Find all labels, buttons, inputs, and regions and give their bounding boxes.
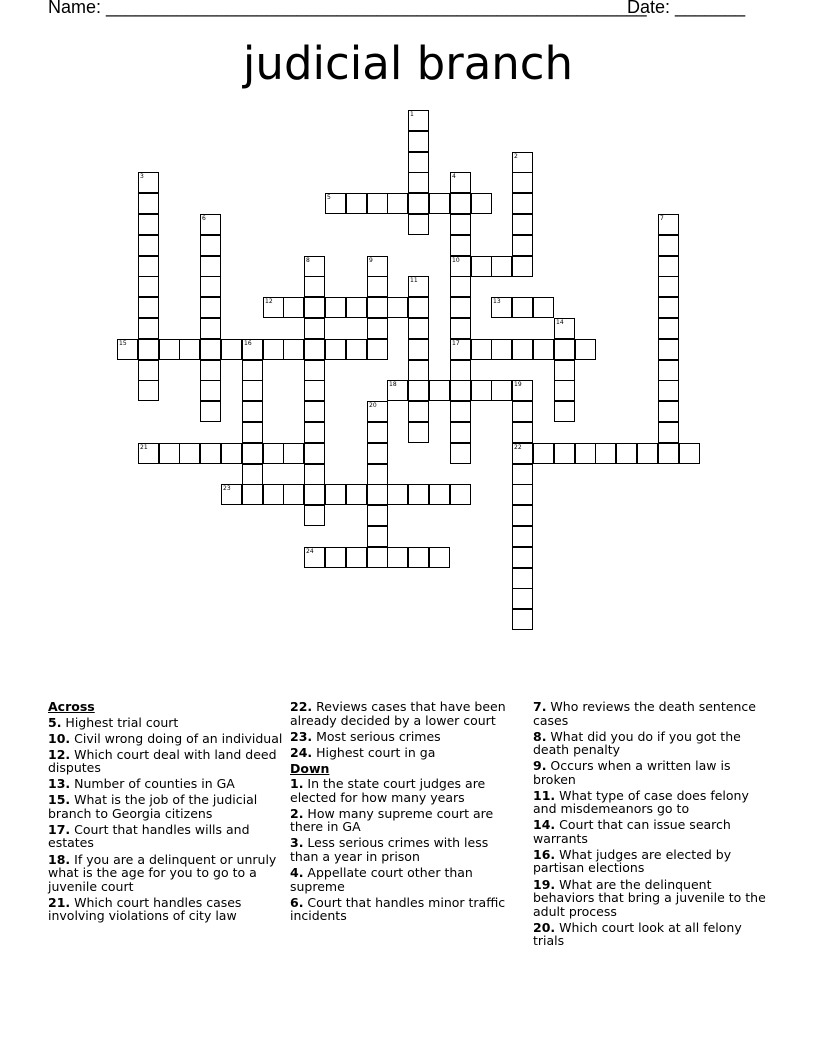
cell-number: 6 [202,215,206,222]
clue-text: What did you do if you got the death penalty [533,728,741,758]
grid-cell[interactable] [450,172,471,193]
grid-cell[interactable] [512,547,533,568]
grid-cell[interactable] [575,443,596,464]
grid-cell[interactable] [554,443,575,464]
clues-column-3 [533,700,773,950]
grid-cell[interactable] [138,380,159,401]
grid-cell[interactable] [491,256,512,277]
grid-cell[interactable] [387,193,408,214]
cell-number: 7 [660,215,664,222]
cell-number: 15 [119,340,127,347]
grid-cell[interactable] [533,443,554,464]
grid-cell[interactable] [408,339,429,360]
clue-text: Who reviews the death sentence cases [533,699,756,728]
grid-cell[interactable] [242,339,263,360]
cell-number: 14 [556,319,564,326]
grid-cell[interactable] [304,360,325,381]
grid-cell[interactable] [512,422,533,443]
grid-cell[interactable] [367,193,388,214]
grid-cell[interactable] [304,256,325,277]
grid-cell[interactable] [512,297,533,318]
grid-cell[interactable] [387,297,408,318]
grid-cell[interactable] [304,484,325,505]
grid-cell[interactable] [200,235,221,256]
clue-number: 1. [290,776,304,792]
grid-cell[interactable] [387,380,408,401]
grid-cell[interactable] [325,339,346,360]
grid-cell[interactable] [658,339,679,360]
grid-cell[interactable] [138,297,159,318]
grid-cell[interactable] [367,297,388,318]
grid-cell[interactable] [658,256,679,277]
grid-cell[interactable] [471,256,492,277]
grid-cell[interactable] [429,380,450,401]
clue-text: Occurs when a written law is broken [533,758,731,787]
grid-cell[interactable] [200,256,221,277]
grid-cell[interactable] [450,193,471,214]
grid-cell[interactable] [200,276,221,297]
grid-cell[interactable] [408,297,429,318]
grid-cell[interactable] [346,547,367,568]
clue-text: What are the delinquent behaviors that bring a juvenile to the adult process [533,876,766,919]
grid-cell[interactable] [367,422,388,443]
grid-cell[interactable] [242,484,263,505]
grid-cell[interactable] [512,609,533,630]
clue-text: Civil wrong doing of an individual [70,730,283,746]
grid-cell[interactable] [450,380,471,401]
grid-cell[interactable] [512,235,533,256]
clue-number: 5. [48,714,62,730]
grid-cell[interactable] [512,193,533,214]
clue-number: 19. [533,876,556,892]
grid-cell[interactable] [450,235,471,256]
grid-cell[interactable] [263,339,284,360]
clue-text: In the state court judges are elected for how many years [290,776,486,805]
grid-cell[interactable] [367,401,388,422]
cell-number: 18 [389,381,397,388]
grid-cell[interactable] [512,152,533,173]
grid-cell[interactable] [346,193,367,214]
grid-cell[interactable] [283,443,304,464]
grid-cell[interactable] [367,505,388,526]
grid-cell[interactable] [408,152,429,173]
clue-text: Court that handles minor traffic incidents [290,894,506,924]
grid-cell[interactable] [658,443,679,464]
grid-cell[interactable] [304,318,325,339]
grid-cell[interactable] [658,360,679,381]
grid-cell[interactable] [512,443,533,464]
grid-cell[interactable] [304,464,325,485]
grid-cell[interactable] [512,172,533,193]
clue-number: 12. [48,746,71,762]
grid-cell[interactable] [304,401,325,422]
grid-cell[interactable] [450,214,471,235]
clue-item [48,896,283,923]
clue-text: If you are a delinquent or unruly what is the age for you to go to a juvenile court [48,851,277,894]
grid-cell[interactable] [408,401,429,422]
grid-cell[interactable] [138,318,159,339]
grid-cell[interactable] [200,214,221,235]
grid-cell[interactable] [408,484,429,505]
clue-item [290,730,520,744]
grid-cell[interactable] [575,339,596,360]
cell-number: 22 [514,444,522,451]
grid-cell[interactable] [367,276,388,297]
clue-item [533,730,773,757]
grid-cell[interactable] [304,380,325,401]
clue-item [48,716,283,730]
grid-cell[interactable] [658,380,679,401]
grid-cell[interactable] [304,443,325,464]
grid-cell[interactable] [325,484,346,505]
grid-cell[interactable] [450,360,471,381]
grid-cell[interactable] [200,443,221,464]
clue-number: 6. [290,894,304,910]
grid-cell[interactable] [595,443,616,464]
grid-cell[interactable] [283,339,304,360]
cell-number: 21 [140,444,148,451]
clue-number: 14. [533,817,556,833]
grid-cell[interactable] [283,297,304,318]
grid-cell[interactable] [450,401,471,422]
grid-cell[interactable] [408,172,429,193]
grid-cell[interactable] [138,193,159,214]
grid-cell[interactable] [658,297,679,318]
clue-item [533,848,773,875]
clue-number: 9. [533,758,547,774]
clue-number: 8. [533,728,547,744]
clue-number: 17. [48,821,71,837]
grid-cell[interactable] [242,380,263,401]
clue-text: Most serious crimes [312,728,441,744]
cell-number: 16 [244,340,252,347]
grid-cell[interactable] [533,339,554,360]
clue-text: Which court deal with land deed disputes [48,746,277,776]
grid-cell[interactable] [658,235,679,256]
clue-item [290,700,520,727]
clue-item [48,777,283,791]
grid-cell[interactable] [367,547,388,568]
grid-cell[interactable] [429,193,450,214]
cell-number: 2 [514,153,518,160]
cell-number: 8 [306,257,310,264]
cell-number: 23 [223,485,231,492]
grid-cell[interactable] [408,110,429,131]
grid-cell[interactable] [138,256,159,277]
cell-number: 10 [452,257,460,264]
clue-number: 13. [48,776,71,792]
grid-cell[interactable] [367,339,388,360]
grid-cell[interactable] [512,484,533,505]
grid-cell[interactable] [138,235,159,256]
clue-text: Highest court in ga [312,744,436,760]
clue-item [48,853,283,894]
grid-cell[interactable] [450,256,471,277]
grid-cell[interactable] [512,568,533,589]
clue-item [533,921,773,948]
grid-cell[interactable] [450,297,471,318]
grid-cell[interactable] [491,380,512,401]
cell-number: 19 [514,381,522,388]
grid-cell[interactable] [450,276,471,297]
grid-cell[interactable] [408,276,429,297]
grid-cell[interactable] [491,297,512,318]
grid-cell[interactable] [159,339,180,360]
grid-cell[interactable] [159,443,180,464]
grid-cell[interactable] [637,443,658,464]
clue-number: 21. [48,894,71,910]
grid-cell[interactable] [138,172,159,193]
clue-text: Court that can issue search warrants [533,817,731,846]
grid-cell[interactable] [304,547,325,568]
grid-cell[interactable] [242,401,263,422]
grid-cell[interactable] [408,214,429,235]
grid-cell[interactable] [408,547,429,568]
grid-cell[interactable] [179,443,200,464]
grid-cell[interactable] [263,484,284,505]
grid-cell[interactable] [658,401,679,422]
grid-cell[interactable] [242,360,263,381]
grid-cell[interactable] [387,484,408,505]
clue-item [533,878,773,919]
clue-item [533,759,773,786]
cell-number: 9 [369,257,373,264]
clue-text: What type of case does felony and misdemeanors go to [533,787,749,817]
grid-cell[interactable] [200,360,221,381]
cell-number: 20 [369,402,377,409]
grid-cell[interactable] [512,505,533,526]
grid-cell[interactable] [512,401,533,422]
grid-cell[interactable] [221,339,242,360]
clue-item [290,896,520,923]
clue-item [48,748,283,775]
grid-cell[interactable] [658,422,679,443]
grid-cell[interactable] [512,526,533,547]
clue-number: 10. [48,730,71,746]
grid-cell[interactable] [450,318,471,339]
grid-cell[interactable] [367,256,388,277]
grid-cell[interactable] [138,360,159,381]
grid-cell[interactable] [491,339,512,360]
grid-cell[interactable] [450,422,471,443]
grid-cell[interactable] [367,484,388,505]
grid-cell[interactable] [554,318,575,339]
grid-cell[interactable] [200,380,221,401]
grid-cell[interactable] [283,484,304,505]
grid-cell[interactable] [367,464,388,485]
grid-cell[interactable] [304,339,325,360]
clue-number: 20. [533,919,556,935]
clue-number: 11. [533,787,556,803]
grid-cell[interactable] [471,339,492,360]
clues-column-1 [48,700,283,925]
grid-cell[interactable] [512,256,533,277]
grid-cell[interactable] [242,443,263,464]
grid-cell[interactable] [408,318,429,339]
grid-cell[interactable] [387,547,408,568]
grid-cell[interactable] [408,193,429,214]
clue-text: What is the job of the judicial branch to Georgia citizens [48,792,258,821]
grid-cell[interactable] [512,214,533,235]
clue-number: 24. [290,744,313,760]
clue-number: 7. [533,699,547,714]
grid-cell[interactable] [512,588,533,609]
clue-text: Number of counties in GA [70,776,235,792]
grid-cell[interactable] [138,339,159,360]
grid-cell[interactable] [367,443,388,464]
grid-cell[interactable] [325,193,346,214]
cell-number: 1 [410,111,414,118]
grid-cell[interactable] [658,318,679,339]
cell-number: 4 [452,173,456,180]
cell-number: 12 [265,298,273,305]
cell-number: 11 [410,277,418,284]
name-field[interactable]: Name: ______________________________________________________ [48,0,647,17]
grid-cell[interactable] [512,339,533,360]
grid-cell[interactable] [408,360,429,381]
grid-cell[interactable] [658,214,679,235]
grid-cell[interactable] [263,443,284,464]
clue-item [48,732,283,746]
grid-cell[interactable] [679,443,700,464]
clue-text: Court that handles wills and estates [48,821,250,851]
grid-cell[interactable] [450,484,471,505]
grid-cell[interactable] [242,464,263,485]
grid-cell[interactable] [429,484,450,505]
grid-cell[interactable] [304,505,325,526]
cell-number: 3 [140,173,144,180]
grid-cell[interactable] [200,401,221,422]
page-title: judicial branch [242,37,574,90]
grid-cell[interactable] [658,276,679,297]
grid-cell[interactable] [304,297,325,318]
clue-item [533,789,773,816]
grid-cell[interactable] [346,297,367,318]
clue-number: 16. [533,846,556,862]
grid-cell[interactable] [450,339,471,360]
clue-text: How many supreme court are there in GA [290,805,494,835]
clue-number: 4. [290,865,304,881]
clue-item [290,836,520,863]
grid-cell[interactable] [429,547,450,568]
clue-number: 22. [290,699,313,714]
grid-cell[interactable] [138,443,159,464]
grid-cell[interactable] [367,318,388,339]
grid-cell[interactable] [325,297,346,318]
grid-cell[interactable] [408,131,429,152]
clue-text: Which court look at all felony trials [533,919,742,949]
cell-number: 13 [493,298,501,305]
grid-cell[interactable] [304,422,325,443]
grid-cell[interactable] [533,297,554,318]
grid-cell[interactable] [221,443,242,464]
clue-number: 18. [48,851,71,867]
clue-number: 15. [48,792,71,808]
clue-item [290,807,520,834]
clue-text: Less serious crimes with less than a year in prison [290,835,489,864]
clue-text: What judges are elected by partisan elections [533,846,732,876]
grid-cell[interactable] [450,443,471,464]
grid-cell[interactable] [304,276,325,297]
grid-cell[interactable] [408,422,429,443]
clue-text: Highest trial court [61,714,179,730]
grid-cell[interactable] [554,380,575,401]
clue-number: 23. [290,728,313,744]
grid-cell[interactable] [138,276,159,297]
grid-cell[interactable] [554,401,575,422]
down-heading: Down [290,760,330,776]
grid-cell[interactable] [554,339,575,360]
clue-number: 2. [290,805,304,821]
grid-cell[interactable] [554,360,575,381]
grid-cell[interactable] [221,484,242,505]
clue-text: Which court handles cases involving violations of city law [48,894,242,924]
clue-item [290,746,520,760]
grid-cell[interactable] [346,339,367,360]
clue-text: Appellate court other than supreme [290,865,473,894]
grid-cell[interactable] [200,297,221,318]
grid-cell[interactable] [138,214,159,235]
cell-number: 5 [327,194,331,201]
clues-column-2 [290,700,520,925]
clue-item [48,823,283,850]
grid-cell[interactable] [471,380,492,401]
grid-cell[interactable] [242,422,263,443]
grid-cell[interactable] [616,443,637,464]
grid-cell[interactable] [263,297,284,318]
grid-cell[interactable] [512,380,533,401]
grid-cell[interactable] [512,464,533,485]
clue-text: Reviews cases that have been already decided by a lower court [290,699,506,728]
clue-number: 3. [290,835,304,851]
date-field[interactable]: Date: _______ [627,0,746,17]
cell-number: 24 [306,548,314,555]
cell-number: 17 [452,340,460,347]
grid-cell[interactable] [200,318,221,339]
clue-item [290,777,520,804]
clue-item [290,866,520,893]
across-heading: Across [48,699,95,714]
clue-item [48,793,283,820]
grid-cell[interactable] [325,547,346,568]
grid-cell[interactable] [117,339,138,360]
grid-cell[interactable] [179,339,200,360]
grid-cell[interactable] [471,193,492,214]
clue-item [533,700,773,727]
grid-cell[interactable] [200,339,221,360]
grid-cell[interactable] [346,484,367,505]
grid-cell[interactable] [367,526,388,547]
grid-cell[interactable] [408,380,429,401]
clue-item [533,818,773,845]
